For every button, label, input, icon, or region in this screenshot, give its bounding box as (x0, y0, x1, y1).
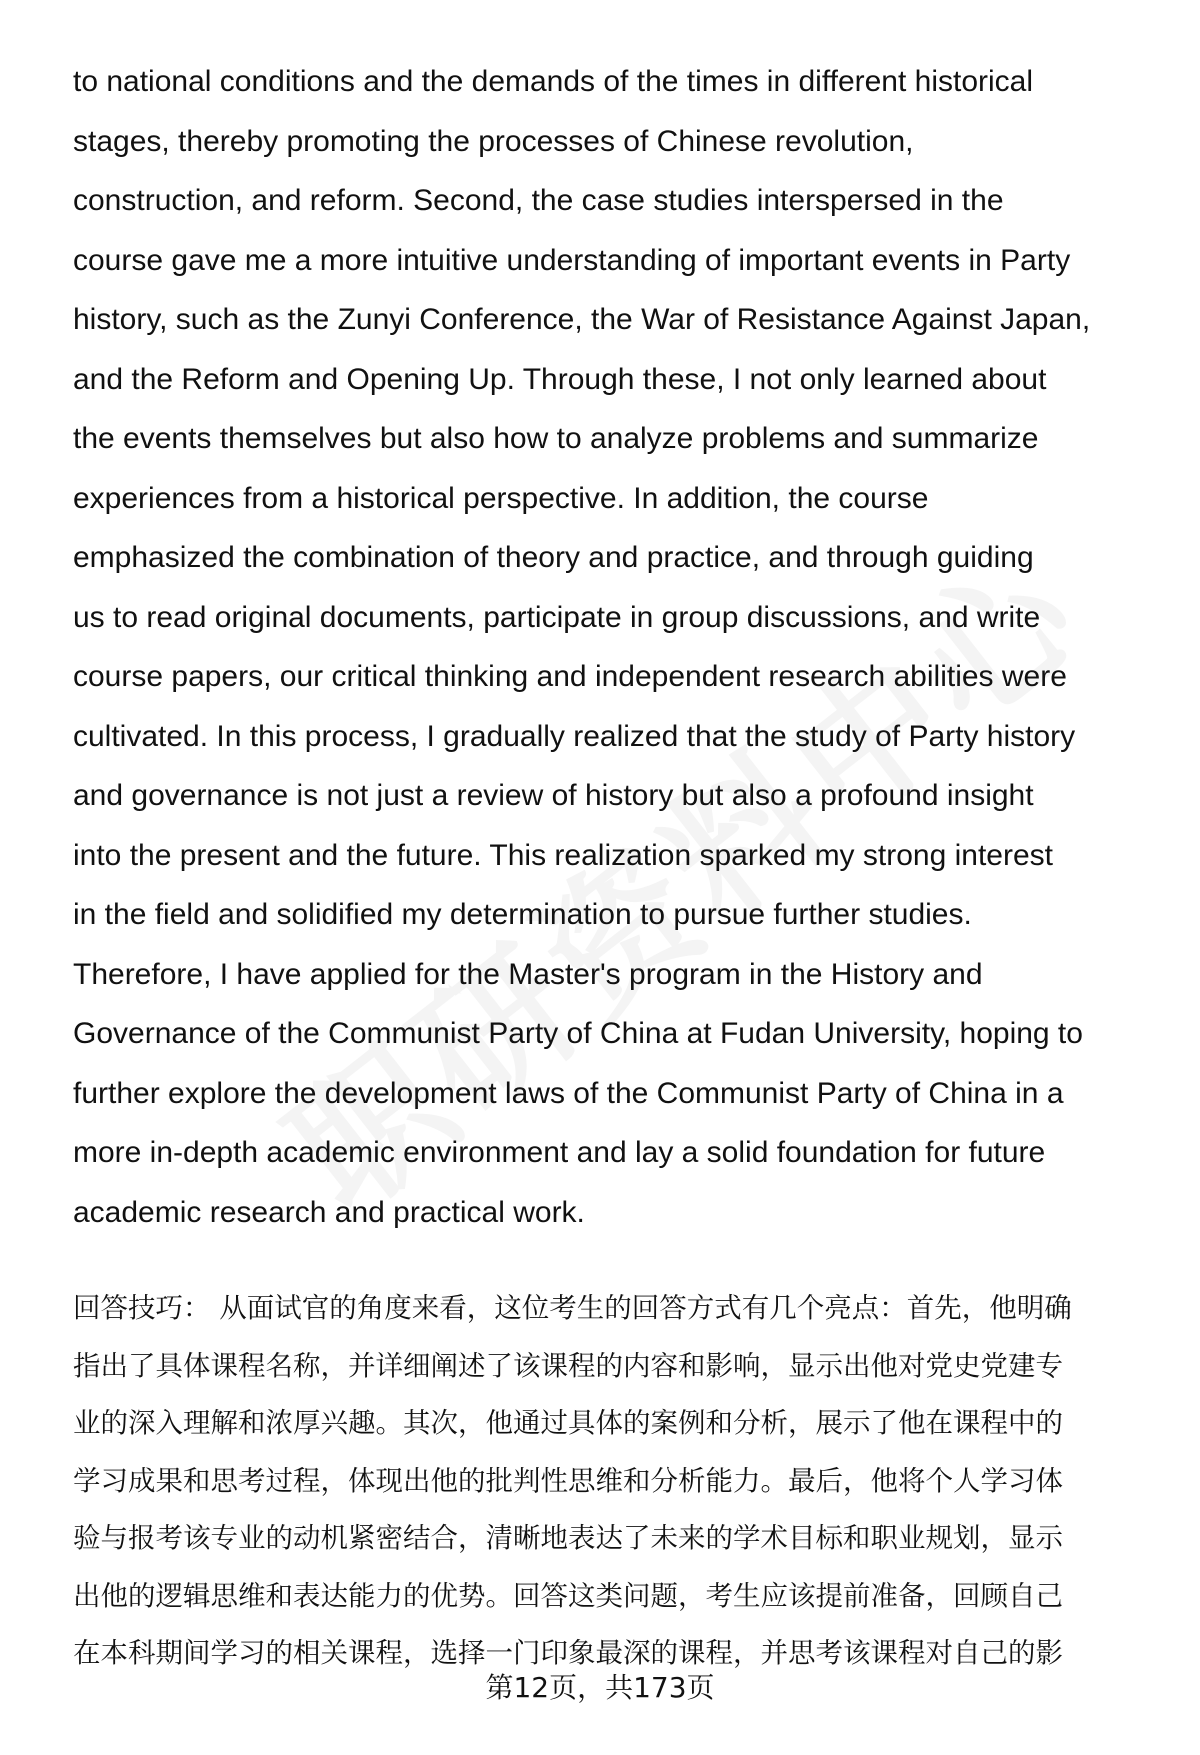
page-number: 第12页，共173页 (485, 1671, 715, 1704)
text-line: experiences from a historical perspective. In addition, the course (73, 481, 929, 515)
tips-line: 验与报考该专业的动机紧密结合，清晰地表达了未来的学术目标和职业规划，显示 (73, 1522, 1063, 1554)
text-line: in the field and solidified my determination to pursue further studies. (73, 898, 972, 931)
text-line: and governance is not just a review of history but also a profound insight (73, 779, 1034, 812)
text-line: more in-depth academic environment and lay a solid foundation for future (73, 1136, 1046, 1169)
text-line: course gave me a more intuitive understanding of important events in Party (73, 243, 1071, 277)
text-line: Governance of the Communist Party of China at Fudan University, hoping to (73, 1017, 1083, 1050)
text-line: to national conditions and the demands of the times in different historical (73, 65, 1034, 98)
text-line: the events themselves but also how to analyze problems and summarize (73, 422, 1039, 455)
text-line: academic research and practical work. (73, 1195, 585, 1229)
text-line: stages, thereby promoting the processes of Chinese revolution, (73, 124, 914, 158)
tips-line: 回答技巧： 从面试官的角度来看，这位考生的回答方式有几个亮点：首先，他明确 (73, 1292, 1072, 1324)
text-line: construction, and reform. Second, the case studies interspersed in the (73, 184, 1004, 217)
tips-line: 业的深入理解和浓厚兴趣。其次，他通过具体的案例和分析，展示了他在课程中的 (73, 1407, 1063, 1439)
text-line: course papers, our critical thinking and independent research abilities were (73, 660, 1067, 693)
answer-tips-paragraph (73, 1280, 1168, 1683)
tips-line: 指出了具体课程名称，并详细阐述了该课程的内容和影响，显示出他对党史党建专 (73, 1349, 1063, 1382)
text-line: us to read original documents, participate in group discussions, and write (73, 600, 1041, 634)
tips-line: 在本科期间学习的相关课程，选择一门印象最深的课程，并思考该课程对自己的影 (73, 1637, 1063, 1669)
text-line: history, such as the Zunyi Conference, the War of Resistance Against Japan, (73, 303, 1091, 336)
text-line: into the present and the future. This realization sparked my strong interest (73, 838, 1053, 872)
text-line: cultivated. In this process, I gradually realized that the study of Party history (73, 719, 1076, 753)
tips-line: 学习成果和思考过程，体现出他的批判性思维和分析能力。最后，他将个人学习体 (73, 1464, 1063, 1497)
text-line: Therefore, I have applied for the Master's program in the History and (73, 957, 983, 991)
tips-line: 出他的逻辑思维和表达能力的优势。回答这类问题，考生应该提前准备，回顾自己 (73, 1579, 1063, 1612)
text-line: further explore the development laws of the Communist Party of China in a (73, 1076, 1064, 1110)
text-line: emphasized the combination of theory and practice, and through guiding (73, 541, 1034, 574)
text-line: and the Reform and Opening Up. Through these, I not only learned about (73, 362, 1047, 396)
answer-paragraph (73, 52, 1168, 1242)
